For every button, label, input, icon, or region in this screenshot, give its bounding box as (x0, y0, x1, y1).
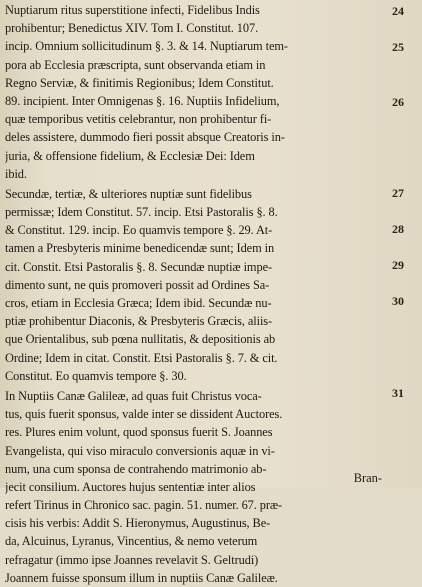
text-line: prohibentur; Benedictus XIV. Tom I. Constitut. 107. (5, 21, 259, 36)
margin-number: 25 (392, 40, 404, 54)
text-line: incip. Omnium sollicitudinum §. 3. & 14. Nuptiarum tem- (5, 39, 288, 54)
text-line: & Constitut. 129. incip. Eo quamvis tempore §. 29. At- (5, 223, 273, 238)
page-text-block (5, 1, 385, 587)
margin-number: 27 (392, 186, 404, 200)
text-line: Evangelista, qui viso miraculo conversionis aquæ in vi- (5, 443, 275, 458)
text-line: que Orientalibus, sub pœna nullitatis, & depositionis ab (5, 332, 276, 347)
text-line: ptiæ prohibentur Diaconis, & Presbyteris Græcis, aliis- (5, 314, 273, 329)
text-line: dimento sunt, ne quis promoveri possit ad Ordines Sa- (5, 277, 270, 292)
text-line: cit. Constit. Etsi Pastoralis §. 8. Secundæ nuptiæ impe- (5, 259, 272, 274)
text-line: jecit consilium. Auctores hujus sententiæ inter alios (5, 479, 256, 494)
text-line: refragatur (immo ipse Joannes revelavit S. Geltrudi) (5, 552, 259, 567)
catchword: Bran- (353, 471, 382, 485)
text-line: Ordine; Idem in citat. Constit. Etsi Pastoralis §. 7. & cit. (5, 350, 278, 365)
text-line: pora ab Ecclesia præscripta, sunt observanda etiam in (5, 57, 266, 72)
text-line: Joannem fuisse sponsum illum in nuptiis Canæ Galileæ. (5, 570, 278, 585)
text-line: 89. incipient. Inter Omnigenas §. 16. Nuptiis Infidelium, (5, 93, 280, 108)
text-line: In Nuptiis Canæ Galileæ, ad quas fuit Christus voca- (5, 388, 262, 403)
text-line: cisis his verbis: Addit S. Hieronymus, Augustinus, Be- (5, 516, 271, 531)
text-line: tus, quis fuerit sponsus, valde inter se dissident Auctores. (5, 407, 283, 422)
text-line: Nuptiarum ritus superstitione infecti, Fidelibus Indis (5, 3, 260, 17)
text-line: res. Plures enim volunt, quod sponsus fuerit S. Joannes (5, 425, 273, 440)
margin-number: 30 (392, 294, 404, 308)
text-line: Secundæ, tertiæ, & ulteriores nuptiæ sunt fidelibus (5, 186, 252, 201)
text-line: num, una cum sponsa de contrahendo matrimonio ab- (5, 461, 267, 476)
margin-number: 28 (392, 222, 404, 236)
text-line: cros, etiam in Ecclesia Græca; Idem ibid. Secundæ nu- (5, 296, 272, 310)
margin-number: 31 (392, 386, 404, 400)
text-line: Regno Serviæ, & finitimis Regionibus; Idem Constitut. (5, 75, 274, 90)
text-line: permissæ; Idem Constitut. 57. incip. Etsi Pastoralis §. 8. (5, 205, 278, 220)
text-line: da, Alcuinus, Lyranus, Vincentius, & nemo veterum (5, 534, 258, 549)
text-line: Constitut. Eo quamvis tempore §. 30. (5, 368, 187, 383)
margin-number: 26 (392, 95, 404, 109)
text-line: refert Tirinus in Chronico sac. pagin. 51. numer. 67. præ- (5, 498, 283, 513)
text-line: juria, & offensione fidelium, & Ecclesiæ Dei: Idem (5, 148, 255, 163)
margin-number: 24 (392, 4, 404, 18)
text-line: tamen a Presbyteris minime benedicendæ sunt; Idem in (5, 241, 275, 256)
text-line: quæ temporibus vetitis celebrantur, non prohibentur fi- (5, 112, 272, 127)
margin-number: 29 (392, 258, 404, 272)
text-line: ibid. (5, 166, 27, 181)
text-line: deles assistere, dummodo fieri possit absque Creatoris in- (5, 130, 285, 145)
